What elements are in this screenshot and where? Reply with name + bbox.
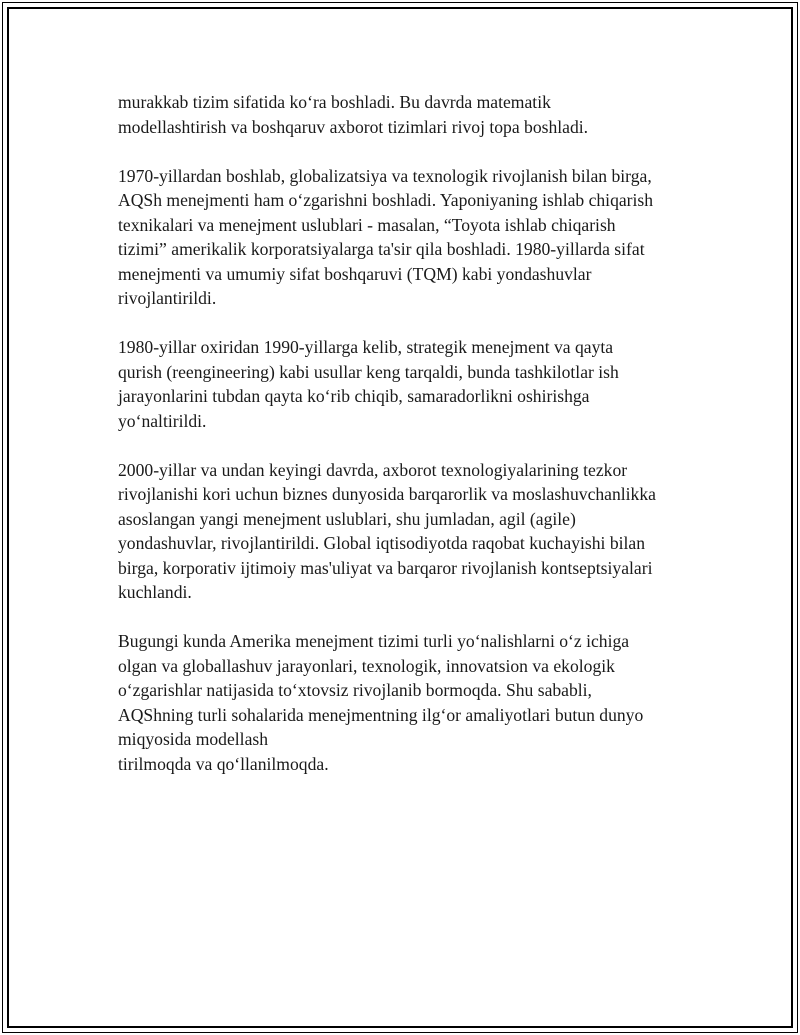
text-line: 2000-yillar va undan keyingi davrda, axborot texnologiyalarining tezkor <box>118 459 628 480</box>
text-line: o‘zgarishlar natijasida to‘xtovsiz rivojlanib bormoqda. Shu sababli, <box>118 680 592 700</box>
paragraph-3 <box>118 335 698 433</box>
text-line: asoslangan yangi menejment uslublari, shu jumladan, agil (agile) <box>118 508 576 529</box>
text-line: tirilmoqda va qo‘llanilmoqda. <box>118 753 329 774</box>
text-line: tizimi” amerikalik korporatsiyalarga ta'sir qila boshladi. 1980-yillarda sifat <box>118 239 645 259</box>
text-line: birga, korporativ ijtimoiy mas'uliyat va barqaror rivojlanish kontseptsiyalari <box>118 557 653 578</box>
text-line: yo‘naltirildi. <box>118 410 207 431</box>
text-line: rivojlantirildi. <box>118 288 217 308</box>
document-body <box>118 90 698 801</box>
paragraph-5 <box>118 629 698 776</box>
text-line: rivojlanishi kori uchun biznes dunyosida barqarorlik va moslashuvchanlikka <box>118 484 656 504</box>
text-line: texnikalari va menejment uslublari - masalan, “Toyota ishlab chiqarish <box>118 214 616 235</box>
text-line: murakkab tizim sifatida ko‘ra boshladi. Bu davrda matematik <box>118 92 551 112</box>
text-line: jarayonlarini tubdan qayta ko‘rib chiqib, samaradorlikni oshirishga <box>118 386 590 406</box>
text-line: 1980-yillar oxiridan 1990-yillarga kelib, strategik menejment va qayta <box>118 337 614 357</box>
paragraph-2 <box>118 164 698 311</box>
text-line: qurish (reengineering) kabi usullar keng tarqaldi, bunda tashkilotlar ish <box>118 361 619 382</box>
text-line: miqyosida modellash <box>118 729 269 749</box>
paragraph-4 <box>118 458 698 605</box>
text-line: modellashtirish va boshqaruv axborot tizimlari rivoj topa boshladi. <box>118 116 589 137</box>
text-line: AQShning turli sohalarida menejmentning ilg‘or amaliyotlari butun dunyo <box>118 704 644 725</box>
text-line: 1970-yillardan boshlab, globalizatsiya va texnologik rivojlanish bilan birga, <box>118 165 652 186</box>
paragraph-1 <box>118 90 698 139</box>
text-line: olgan va globallashuv jarayonlari, texnologik, innovatsion va ekologik <box>118 655 615 676</box>
text-line: menejmenti va umumiy sifat boshqaruvi (TQM) kabi yondashuvlar <box>118 263 592 284</box>
text-line: AQSh menejmenti ham o‘zgarishni boshladi. Yaponiyaning ishlab chiqarish <box>118 190 654 210</box>
text-line: yondashuvlar, rivojlantirildi. Global iqtisodiyotda raqobat kuchayishi bilan <box>118 533 646 553</box>
text-line: Bugungi kunda Amerika menejment tizimi turli yo‘nalishlarni o‘z ichiga <box>118 631 630 651</box>
text-line: kuchlandi. <box>118 582 192 602</box>
